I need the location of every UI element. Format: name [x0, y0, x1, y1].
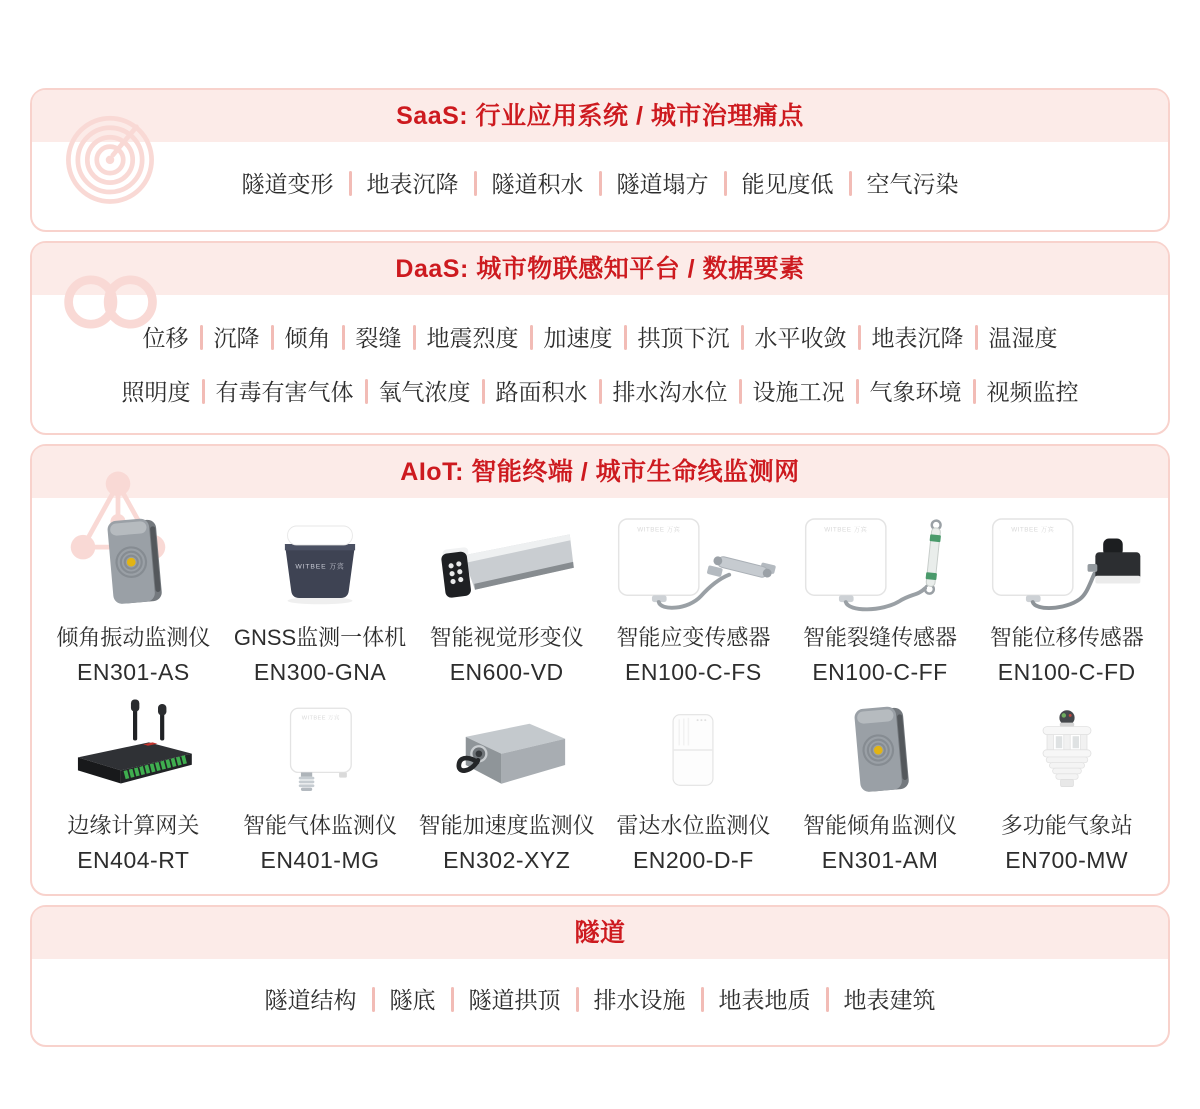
- daas-body: [32, 295, 1168, 433]
- daas-item: 路面积水: [495, 379, 588, 405]
- daas-item: 视频监控: [986, 379, 1079, 405]
- daas-item: 气象环境: [869, 379, 962, 405]
- device-image-en100-c-fd: [973, 510, 1160, 612]
- daas-items-row-2: [32, 377, 1168, 433]
- daas-item: 设施工况: [752, 379, 845, 405]
- displacement-sensor-device-image: [979, 512, 1155, 612]
- gas-monitor-device-image: [268, 698, 372, 800]
- daas-item: 拱顶下沉: [637, 325, 730, 351]
- aiot-title: AIoT: 智能终端 / 城市生命线监测网: [400, 458, 800, 486]
- product-model: EN300-GNA: [253, 659, 387, 685]
- saas-body: [32, 142, 1168, 230]
- device-image-en302-xyz: [413, 698, 600, 800]
- product-model: EN404-RT: [77, 847, 190, 873]
- device-brand-label: WITBEE 万宾: [301, 715, 341, 722]
- saas-section: [30, 88, 1170, 232]
- daas-item: 地震烈度: [426, 325, 519, 351]
- product-card: [600, 698, 787, 874]
- weather-station-device-image: [1019, 698, 1115, 800]
- product-name: 智能位移传感器: [989, 625, 1144, 650]
- tunnel-items: [32, 959, 1168, 1045]
- product-row-2: [32, 686, 1168, 894]
- item-separator: [365, 379, 368, 404]
- item-separator: [474, 171, 477, 196]
- product-card: [40, 510, 227, 686]
- device-image-en301-am: [787, 698, 974, 800]
- device-image-en100-c-fs: [600, 510, 787, 612]
- saas-items: [32, 142, 1168, 230]
- daas-items-row-1: [32, 295, 1168, 353]
- product-row-1: [32, 498, 1168, 686]
- tunnel-body: [32, 959, 1168, 1045]
- product-name: 雷达水位监测仪: [616, 813, 771, 838]
- product-name: 智能视觉形变仪: [429, 625, 584, 650]
- gnss-device-image: [266, 512, 374, 612]
- item-separator: [701, 987, 704, 1012]
- product-card: [787, 510, 974, 686]
- tilt-monitor-device-image: [828, 700, 932, 800]
- product-name: 智能气体监测仪: [243, 813, 398, 838]
- product-name: 智能裂缝传感器: [803, 625, 958, 650]
- device-image-en600-vd: [413, 510, 600, 612]
- item-separator: [724, 171, 727, 196]
- item-separator: [858, 325, 861, 350]
- daas-header: [32, 243, 1168, 295]
- item-separator: [202, 379, 205, 404]
- product-model: EN700-MW: [1005, 847, 1129, 873]
- daas-item: 位移: [142, 325, 189, 351]
- tunnel-item: 地表地质: [718, 987, 811, 1013]
- daas-section: [30, 241, 1170, 435]
- tunnel-item: 排水设施: [593, 987, 686, 1013]
- saas-item: 空气污染: [866, 171, 959, 197]
- product-name: 智能应变传感器: [616, 625, 771, 650]
- product-card: [973, 510, 1160, 686]
- item-separator: [856, 379, 859, 404]
- crack-sensor-device-image: [792, 512, 968, 612]
- item-separator: [975, 325, 978, 350]
- product-card: [600, 510, 787, 686]
- product-model: EN302-XYZ: [443, 847, 571, 873]
- product-card: [973, 698, 1160, 874]
- item-separator: [599, 171, 602, 196]
- saas-item: 地表沉降: [366, 171, 459, 197]
- daas-item: 裂缝: [355, 325, 402, 351]
- product-name: GNSS监测一体机: [233, 625, 407, 650]
- tilt-vibration-device-image: [81, 512, 185, 612]
- daas-item: 倾角: [284, 325, 331, 351]
- daas-item: 水平收敛: [754, 325, 847, 351]
- device-image-en100-c-ff: [787, 510, 974, 612]
- accelerometer-device-image: [432, 700, 582, 800]
- daas-item: 有毒有害气体: [215, 379, 354, 405]
- product-name: 边缘计算网关: [67, 813, 200, 838]
- device-image-en401-mg: [227, 698, 414, 800]
- product-card: [227, 510, 414, 686]
- daas-item: 温湿度: [988, 325, 1058, 351]
- item-separator: [576, 987, 579, 1012]
- product-model: EN401-MG: [260, 847, 380, 873]
- product-model: EN100-C-FD: [997, 659, 1136, 685]
- device-image-en700-mw: [973, 698, 1160, 800]
- device-image-en200-d-f: [600, 698, 787, 800]
- tunnel-item: 隧道拱顶: [468, 987, 561, 1013]
- product-model: EN301-AS: [77, 659, 190, 685]
- item-separator: [413, 325, 416, 350]
- daas-item: 照明度: [121, 379, 191, 405]
- product-card: [413, 698, 600, 874]
- saas-item: 隧道塌方: [616, 171, 709, 197]
- device-brand-label: WITBEE 万宾: [295, 563, 345, 571]
- device-brand-label: WITBEE 万宾: [1010, 526, 1055, 534]
- aiot-section: [30, 444, 1170, 896]
- daas-item: 氧气浓度: [378, 379, 471, 405]
- device-brand-label: WITBEE 万宾: [824, 526, 868, 534]
- saas-item: 隧道积水: [491, 171, 584, 197]
- item-separator: [530, 325, 533, 350]
- product-card: [787, 698, 974, 874]
- saas-item: 隧道变形: [241, 171, 334, 197]
- saas-title: SaaS: 行业应用系统 / 城市治理痛点: [396, 102, 804, 130]
- item-separator: [826, 987, 829, 1012]
- item-separator: [739, 379, 742, 404]
- saas-header: [32, 90, 1168, 142]
- aiot-header: [32, 446, 1168, 498]
- product-model: EN100-C-FS: [625, 659, 762, 685]
- item-separator: [271, 325, 274, 350]
- item-separator: [349, 171, 352, 196]
- item-separator: [624, 325, 627, 350]
- tunnel-section: [30, 905, 1170, 1047]
- product-name: 智能倾角监测仪: [803, 813, 958, 838]
- daas-title: DaaS: 城市物联感知平台 / 数据要素: [395, 255, 805, 283]
- item-separator: [451, 987, 454, 1012]
- tunnel-header: [32, 907, 1168, 959]
- tunnel-item: 地表建筑: [843, 987, 936, 1013]
- daas-item: 加速度: [543, 325, 613, 351]
- product-model: EN600-VD: [449, 659, 564, 685]
- product-model: EN100-C-FF: [812, 659, 948, 685]
- device-brand-label: WITBEE 万宾: [637, 526, 681, 534]
- product-model: EN301-AM: [821, 847, 939, 873]
- product-name: 倾角振动监测仪: [56, 625, 211, 650]
- item-separator: [741, 325, 744, 350]
- tunnel-title: 隧道: [574, 919, 626, 947]
- device-image-en404-rt: [40, 698, 227, 800]
- item-separator: [372, 987, 375, 1012]
- item-separator: [482, 379, 485, 404]
- device-image-en300-gna: [227, 510, 414, 612]
- product-card: [40, 698, 227, 874]
- radar-level-device-image: [647, 700, 739, 800]
- item-separator: [849, 171, 852, 196]
- item-separator: [200, 325, 203, 350]
- item-separator: [599, 379, 602, 404]
- strain-sensor-device-image: [605, 512, 781, 612]
- tunnel-item: 隧底: [389, 987, 436, 1013]
- camera-device-image: [423, 512, 591, 612]
- gateway-device-image: [63, 696, 203, 800]
- daas-item: 地表沉降: [871, 325, 964, 351]
- daas-item: 排水沟水位: [612, 379, 728, 405]
- product-card: [227, 698, 414, 874]
- saas-item: 能见度低: [741, 171, 834, 197]
- product-name: 多功能气象站: [1000, 813, 1133, 838]
- item-separator: [973, 379, 976, 404]
- aiot-body: [32, 498, 1168, 894]
- product-name: 智能加速度监测仪: [418, 813, 595, 838]
- device-image-en301-as: [40, 510, 227, 612]
- daas-item: 沉降: [213, 325, 260, 351]
- item-separator: [342, 325, 345, 350]
- product-model: EN200-D-F: [632, 847, 754, 873]
- product-card: [413, 510, 600, 686]
- tunnel-item: 隧道结构: [264, 987, 357, 1013]
